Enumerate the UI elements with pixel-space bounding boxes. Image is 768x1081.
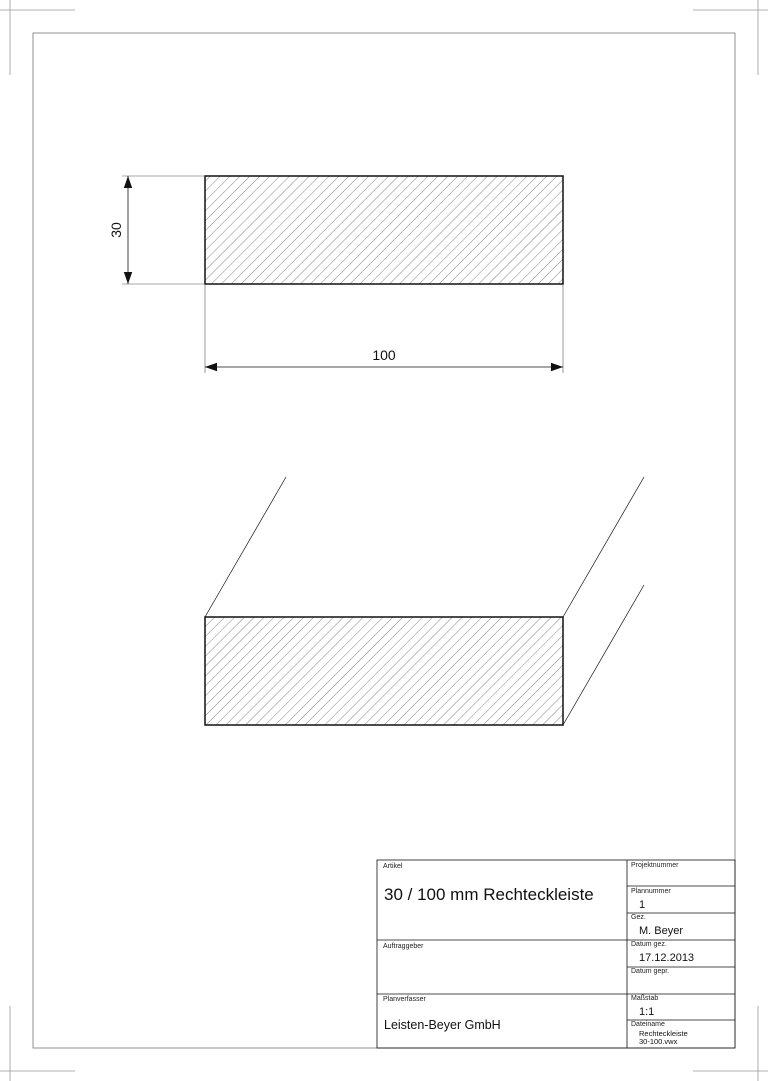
cross-section-view bbox=[205, 176, 563, 284]
massstab-value: 1:1 bbox=[639, 1006, 655, 1018]
gez-value: M. Beyer bbox=[639, 925, 684, 937]
dateiname-line1: Rechteckleiste bbox=[639, 1029, 688, 1038]
datum-gez-value: 17.12.2013 bbox=[639, 952, 695, 964]
width-dimension-label: 100 bbox=[372, 347, 396, 363]
projektnummer-label: Projektnummer bbox=[631, 862, 679, 869]
gez-label: Gez. bbox=[631, 914, 646, 921]
height-dimension-label: 30 bbox=[108, 222, 124, 238]
plannummer-value: 1 bbox=[639, 899, 646, 911]
perspective-view bbox=[205, 477, 644, 725]
planverfasser-label: Planverfasser bbox=[383, 996, 426, 1003]
artikel-label: Artikel bbox=[383, 863, 403, 870]
dateiname-label: Dateiname bbox=[631, 1021, 665, 1028]
datum-gepr-label: Datum gepr. bbox=[631, 968, 670, 975]
auftraggeber-label: Auftraggeber bbox=[383, 943, 424, 950]
plannummer-label: Plannummer bbox=[631, 888, 671, 895]
datum-gez-label: Datum gez. bbox=[631, 941, 667, 948]
artikel-value: 30 / 100 mm Rechteckleiste bbox=[384, 885, 594, 904]
massstab-label: Maßstab bbox=[631, 995, 659, 1002]
dateiname-line2: 30-100.vwx bbox=[639, 1037, 678, 1046]
planverfasser-value: Leisten-Beyer GmbH bbox=[384, 1018, 501, 1032]
height-dimension bbox=[108, 176, 205, 284]
width-dimension bbox=[205, 284, 563, 373]
